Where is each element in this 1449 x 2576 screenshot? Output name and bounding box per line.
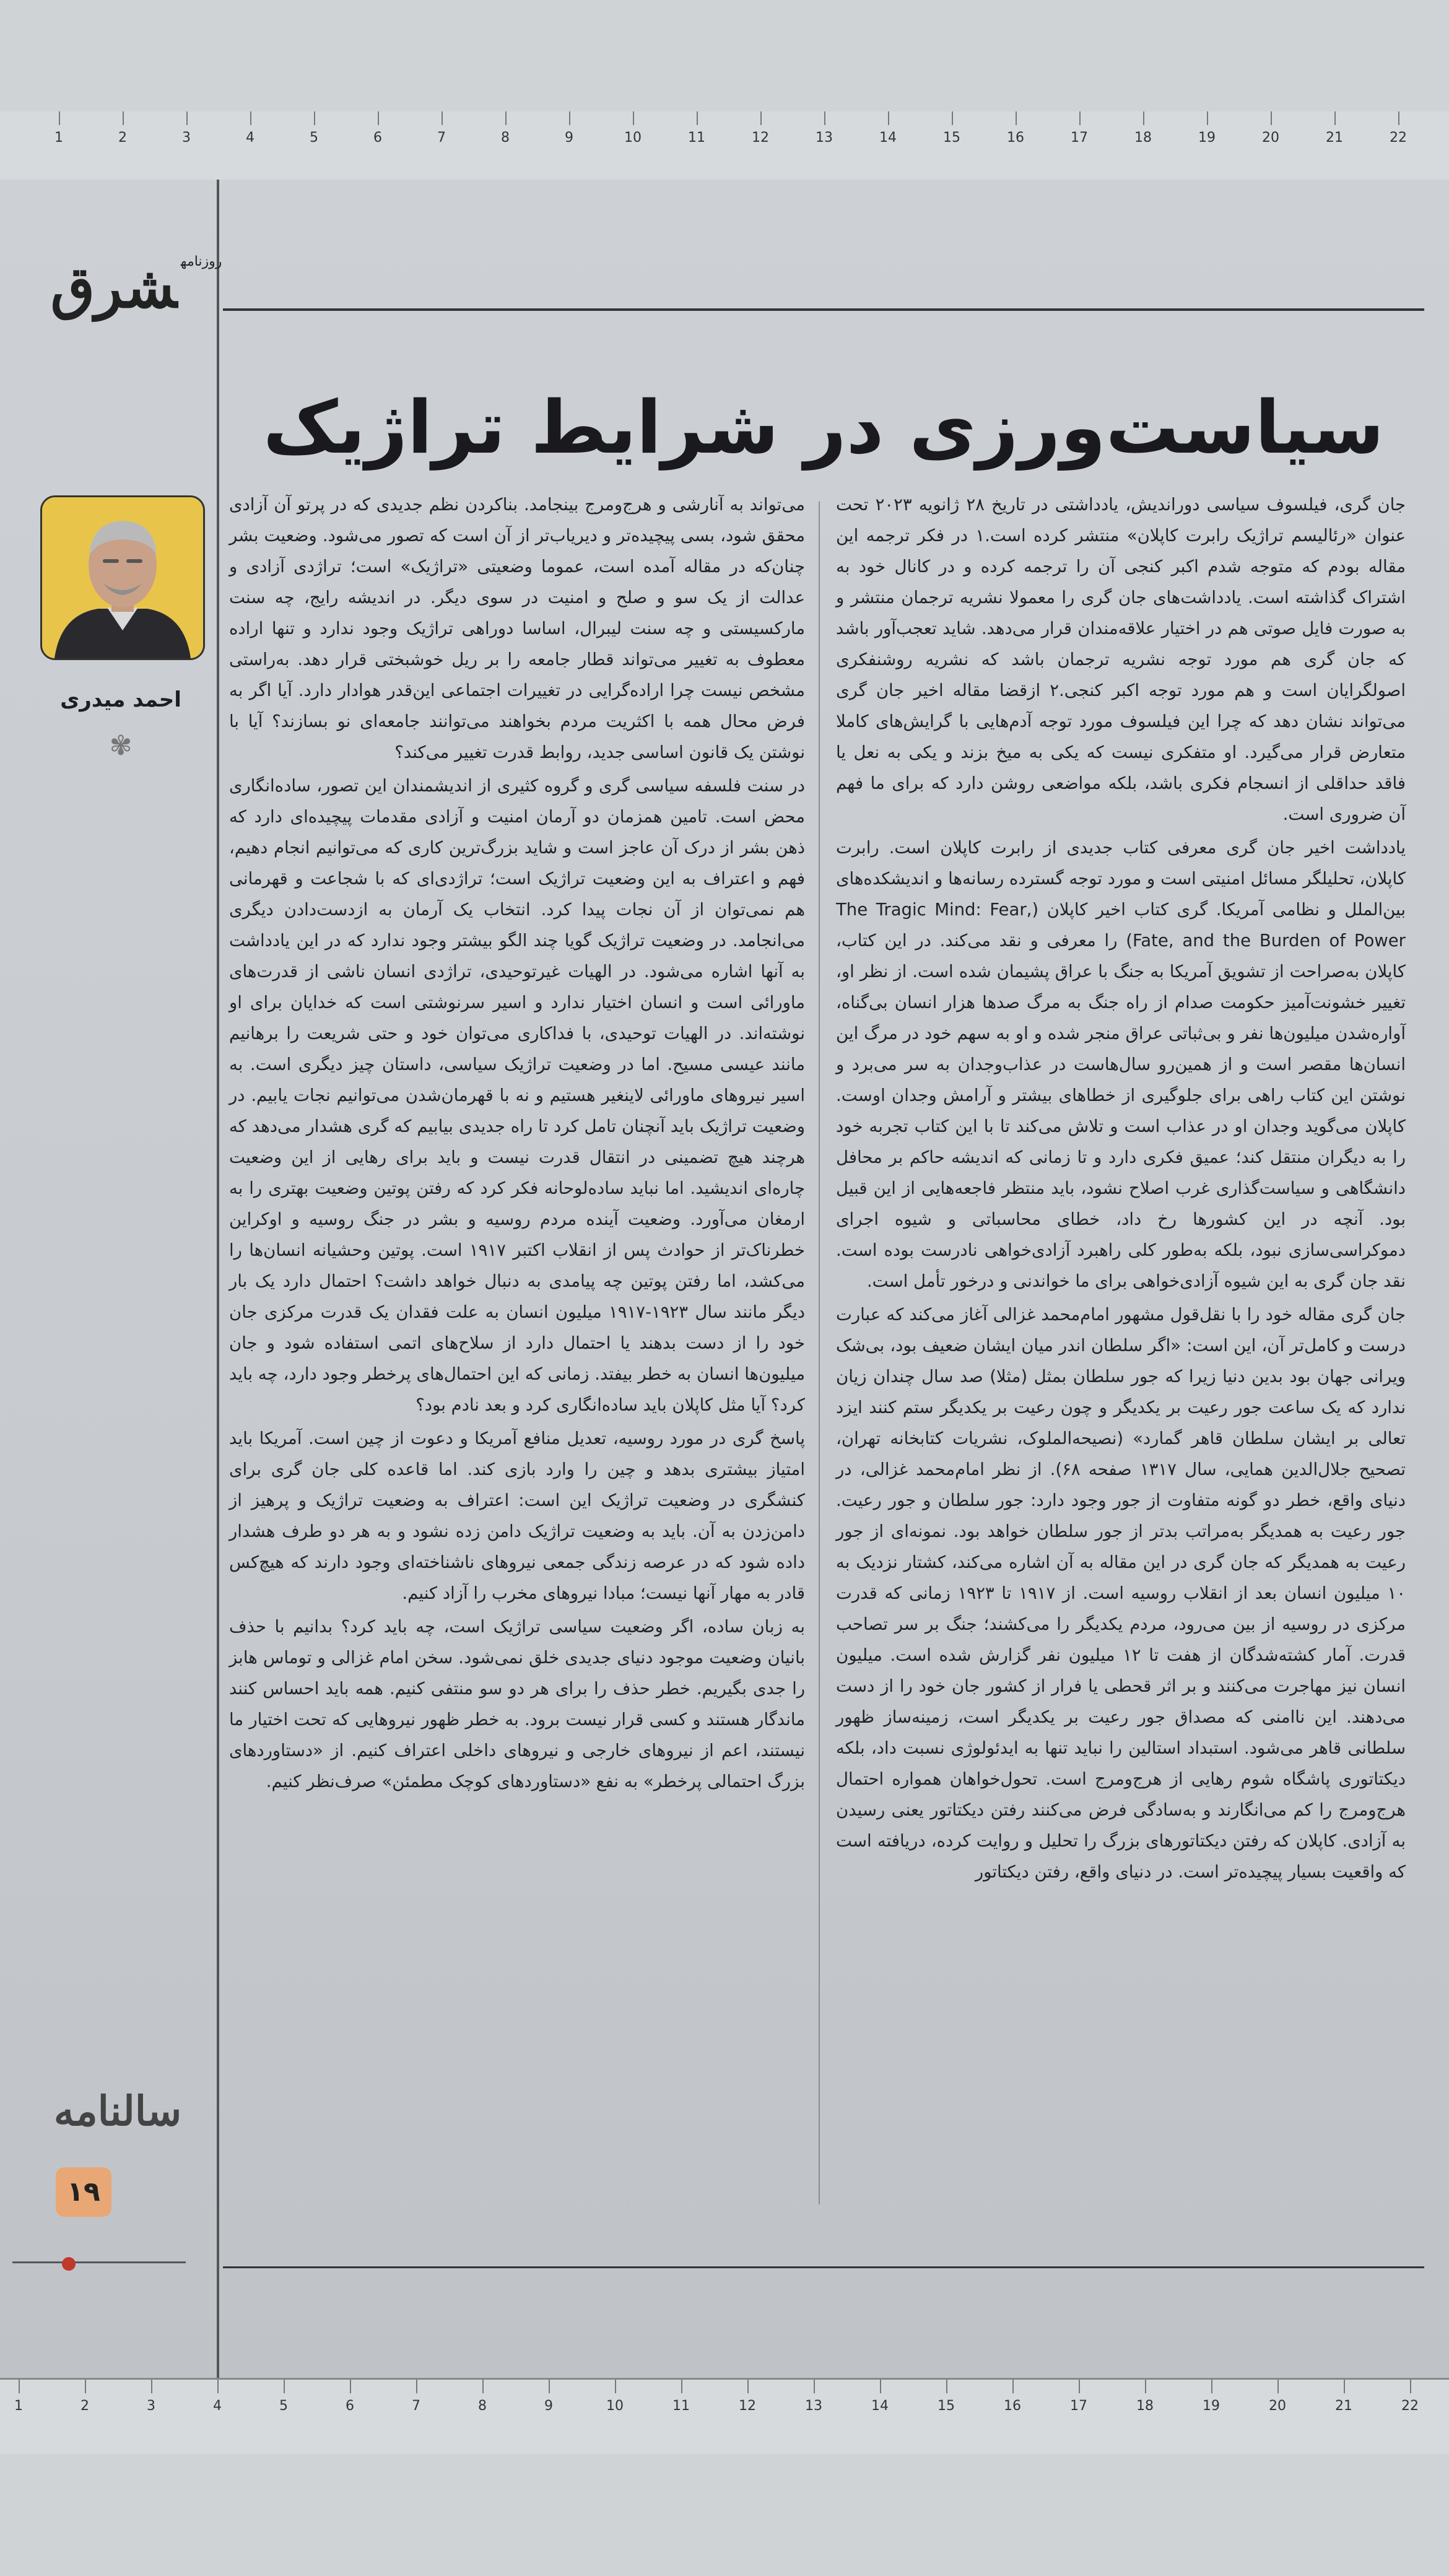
ruler-tick: [350, 2380, 351, 2393]
ruler-number: 9: [565, 130, 573, 146]
article-headline: سیاست‌ورزی در شرایط تراژیک: [263, 385, 1385, 470]
ruler-number: 10: [624, 130, 642, 146]
ruler-tick: [1271, 111, 1272, 125]
ruler-number: 5: [279, 2398, 288, 2414]
header-rule: [223, 308, 1424, 311]
ruler-tick: [681, 2380, 682, 2393]
ruler-number: 17: [1071, 130, 1088, 146]
ruler-number: 14: [871, 2398, 889, 2414]
ruler-tick: [250, 111, 251, 125]
ruler-number: 21: [1335, 2398, 1352, 2414]
ruler-number: 7: [437, 130, 446, 146]
author-photo: [40, 495, 205, 660]
masthead-name: شرق: [50, 254, 177, 321]
ruler-number: 8: [501, 130, 510, 146]
article-paragraph: جان گری مقاله خود را با نقل‌قول مشهور امام‌محمد غزالی آغاز می‌کند که عبارت درست و کامل‌تر آن، این است: «اگر سلطان اندر میان ایشان ضعیف بود، بی‌شک ویرانی جهان بود بدین دنیا زیرا که جور سلطان بمثل (مثلا) صد سال چندان زیان ندارد که یک ساعت جور رعیت بر یکدیگر و چون رعیت بر یکدیگر ستم کنند ایزد تعالی بر ایشان سلطان قاهر گمارد» (نصیحه‌الملوک، نشریات کتابخانه تهران، تصحیح جلال‌الدین همایی، سال ۱۳۱۷ صفحه ۶۸). از نظر امام‌محمد غزالی، در دنیای واقع، خطر دو گونه متفاوت از جور وجود دارد: جور سلطان و جور رعیت. جور رعیت به همدیگر به‌مراتب بدتر از جور سلطان خواهد بود. نمونه‌ای از جور رعیت به همدیگر که جان گری در این مقاله به آن اشاره می‌کند، کشتار نزدیک به ۱۰ میلیون انسان بعد از انقلاب روسیه است. از ۱۹۱۷ تا ۱۹۲۳ زمانی که قدرت مرکزی در روسیه از بین می‌رود، مردم یکدیگر را می‌کشند؛ جنگ بر سر تصاحب قدرت. آمار کشته‌شدگان از هفت تا ۱۲ میلیون نفر گزارش شده است. میلیون انسان نیز مهاجرت می‌کنند و بر اثر قحطی یا فرار از کشور جان خود را از دست می‌دهند. این ناامنی که مصداق جور رعیت بر یکدیگر است، زمینه‌ساز ظهور سلطانی قاهر می‌شود. استبداد استالین را نباید تنها به ایدئولوژی نسبت داد، بلکه دیکتاتوری پاشگاه شوم رهایی از هرج‌ومرج است. تحول‌خواهان همواره احتمال هرج‌ومرج را کم می‌انگارند و به‌سادگی فرض می‌کنند رفتن دیکتاتور یعنی رسیدن به آزادی. کاپلان که رفتن دیکتاتورهای بزرگ را تحلیل و روایت کرده، دریافته است که واقعیت بسیار پیچیده‌تر است. در دنیای واقع، رفتن دیکتاتور: [836, 1305, 1406, 1882]
ruler-tick: [1016, 111, 1017, 125]
article-paragraph: می‌تواند به آنارشی و هرج‌ومرج بینجامد. بناکردن نظم جدیدی که در پرتو آن آزادی محقق شود، بسی پیچیده‌تر و دیریاب‌تر از آن است که تصور می‌شود. وضعیت بشر چنان‌که در مقاله آمده است، عموما وضعیتی «تراژیک» است؛ تراژدی آزادی و عدالت از یک سو و صلح و امنیت در سوی دیگر. در اندیشه رایج، چه سنت مارکسیستی و چه سنت لیبرال، اساسا دوراهی تراژیک وجود ندارد و تنها اراده معطوف به تغییر می‌تواند قطار جامعه را بر ریل خوشبختی قرار دهد. به‌راستی مشخص نیست چرا اراده‌گرایی در تغییرات اجتماعی این‌قدر هوادار دارد. آیا اگر به فرض محال همه با اکثریت مردم بخواهند می‌توانند جامعه‌ای نو بسازند؟ آیا با نوشتن یک قانون اساسی جدید، روابط قدرت تغییر می‌کند؟: [229, 495, 805, 762]
article-column-left: [229, 489, 805, 1799]
article-paragraph: در سنت فلسفه سیاسی گری و گروه کثیری از اندیشمندان این تصور، ساده‌انگاری محض است. تامین همزمان دو آرمان امنیت و آزادی مقدمات پیچیده‌ای دارد که ذهن بشر از درک آن عاجز است و شاید بزرگ‌ترین کاری که می‌توانیم انجام دهیم، فهم و اعتراف به این وضعیت تراژیک است؛ تراژدی‌ای که با شجاعت و قهرمانی هم نمی‌توان از آن نجات پیدا کرد. انتخاب یک آرمان به ازدست‌دادن دیگری می‌انجامد. در وضعیت تراژیک گویا چند الگو بیشتر وجود ندارد که در این یادداشت به آنها اشاره می‌شود. در الهیات غیرتوحیدی، تراژدی انسان ناشی از قدرت‌های ماورائی است و انسان اختیار ندارد و اسیر سرنوشتی است که خدایان برای او نوشته‌اند. در الهیات توحیدی، با فداکاری می‌توان خود و حتی شریعت را برهانیم مانند عیسی مسیح. اما در وضعیت تراژیک سیاسی، داستان چیز دیگری است. به اسیر نیروهای ماورائی لاینغیر هستیم و نه با قهرمان‌شدن می‌توانیم نجات یابیم. در وضعیت تراژیک باید آنچنان تامل کرد تا راه جدیدی بیابیم که گری هشدار می‌دهد که هرچند هیچ تضمینی در انتقال قدرت نیست و باید برای رهایی از این وضعیت چاره‌ای اندیشید. اما نباید ساده‌لوحانه فکر کرد که رفتن پوتین وضعیت بهتری را به ارمغان می‌آورد. وضعیت آینده مردم روسیه و بشر در جنگ روسیه و اوکراین خطرناک‌تر از حوادث پس از انقلاب اکتبر ۱۹۱۷ است. پوتین وحشیانه انسان‌ها را می‌کشد، اما رفتن پوتین چه پیامدی به دنبال خواهد داشت؟ احتمال دارد یک بار دیگر مانند سال ۱۹۲۳-۱۹۱۷ میلیون انسان به علت فقدان یک قدرت مرکزی جان خود را از دست بدهند یا احتمال دارد از سلاح‌های اتمی استفاده شود و جان میلیون‌ها انسان به خطر بیفتد. زمانی که این احتمال‌های پرخطر وجود دارد، چه باید کرد؟ آیا مثل کاپلان باید ساده‌انگاری کرد و بعد نادم بود؟: [229, 776, 805, 1415]
ruler-tick: [952, 111, 953, 125]
ruler-number: 17: [1070, 2398, 1087, 2414]
ruler-tick: [505, 111, 507, 125]
ruler-tick: [123, 111, 124, 125]
ruler-tick: [880, 2380, 881, 2393]
ruler-tick: [946, 2380, 947, 2393]
ruler-tick: [416, 2380, 417, 2393]
ruler-number: 11: [688, 130, 705, 146]
article-paragraph: جان گری، فیلسوف سیاسی دوراندیش، یادداشتی در تاریخ ۲۸ ژانویه ۲۰۲۳ تحت عنوان «رئالیسم تراژیک رابرت کاپلان» منتشر کرده است.۱ در فکر ترجمه این مقاله بودم که متوجه شدم اکبر کنجی آن را ترجمه کرده و در کانال خود به اشتراک گذاشته است. یادداشت‌های جان گری را معمولا نشریه ترجمان منتشر و به صورت فایل صوتی هم در اختیار علاقه‌مندان قرار می‌دهد. شاید تعجب‌آور باشد که جان گری هم مورد توجه نشریه ترجمان باشد که نشریه روشنفکری اصولگرایان است و هم مورد توجه اکبر کنجی.۲ ازقضا مقاله اخیر جان گری می‌تواند نشان دهد که چرا این فیلسوف مورد توجه آدم‌هایی با گرایش‌های کاملا متعارض قرار می‌گیرد. او متفکری نیست که یکی به میخ بزند و یکی به نعل یا فاقد حداقلی از انسجام فکری باشد، بلکه مواضعی روشن دارد که برای ما فهم آن ضروری است.: [836, 495, 1406, 824]
ruler-number: 20: [1262, 130, 1279, 146]
ruler-tick: [1143, 111, 1144, 125]
newspaper-page: [0, 180, 1449, 2378]
ruler-tick: [633, 111, 634, 125]
ruler-number: 13: [816, 130, 833, 146]
ruler-number: 4: [213, 2398, 222, 2414]
ruler-number: 7: [412, 2398, 420, 2414]
ruler-tick: [697, 111, 698, 125]
ruler-number: 15: [943, 130, 960, 146]
column-divider: [819, 502, 820, 2204]
ruler-tick: [760, 111, 762, 125]
ruler-tick: [814, 2380, 815, 2393]
ruler-number: 11: [672, 2398, 690, 2414]
ruler-tick: [442, 111, 443, 125]
ruler-tick: [378, 111, 379, 125]
ruler-tick: [186, 111, 188, 125]
ruler-tick: [1079, 2380, 1080, 2393]
section-logo: سالنامه: [53, 2087, 182, 2135]
ruler-number: 18: [1136, 2398, 1154, 2414]
ruler-tick: [1207, 111, 1208, 125]
ruler-tick: [824, 111, 825, 125]
ruler-number: 8: [478, 2398, 487, 2414]
ruler-tick: [217, 2380, 219, 2393]
author-name: احمد میدری: [60, 687, 181, 712]
ruler-number: 2: [80, 2398, 89, 2414]
ruler-number: 4: [246, 130, 255, 146]
ruler-number: 3: [182, 130, 191, 146]
ruler-number: 15: [938, 2398, 955, 2414]
ruler-tick: [1398, 111, 1399, 125]
ruler-tick: [314, 111, 315, 125]
ruler-number: 21: [1326, 130, 1343, 146]
ruler-tick: [569, 111, 570, 125]
ruler-tick: [549, 2380, 550, 2393]
ruler-tick: [747, 2380, 749, 2393]
masthead-logo: [43, 254, 229, 322]
ruler-number: 6: [373, 130, 382, 146]
author-ornament-icon: ✾: [109, 730, 133, 762]
masthead-prefix: روزنامه: [180, 254, 222, 269]
page-number-badge: ۱۹: [56, 2167, 111, 2217]
ruler-number: 2: [118, 130, 127, 146]
ruler-number: 16: [1007, 130, 1024, 146]
top-ruler: [0, 111, 1449, 181]
ruler-tick: [284, 2380, 285, 2393]
sidebar: [19, 180, 222, 2378]
ruler-number: 3: [147, 2398, 155, 2414]
ruler-number: 20: [1269, 2398, 1286, 2414]
ruler-number: 22: [1401, 2398, 1419, 2414]
ruler-number: 18: [1134, 130, 1152, 146]
author-portrait-icon: [42, 497, 203, 658]
ruler-tick: [482, 2380, 484, 2393]
ruler-tick: [151, 2380, 152, 2393]
ruler-number: 22: [1390, 130, 1407, 146]
ruler-number: 6: [346, 2398, 354, 2414]
ruler-number: 1: [54, 130, 63, 146]
article-paragraph: پاسخ گری در مورد روسیه، تعدیل منافع آمریکا و دعوت از چین است. آمریکا باید امتیاز بیشتری بدهد و چین را وارد بازی کند. اما قاعده کلی جان گری برای کنشگری در وضعیت تراژیک این است: اعتراف به وضعیت تراژیک و پرهیز از دامن‌زدن به آن. باید به وضعیت تراژیک دامن زده نشود و به هر دو طرف هشدار داده شود که در عرصه زندگی جمعی نیروهای ناشناخته‌ای وجود دارند که هیچ‌کس قادر به مهار آنها نیست؛ مبادا نیروهای مخرب را آزاد کنیم.: [229, 1429, 805, 1603]
ruler-tick: [85, 2380, 86, 2393]
ruler-tick: [888, 111, 889, 125]
footer-rule: [223, 2266, 1424, 2268]
ruler-tick: [1079, 111, 1081, 125]
ruler-number: 14: [879, 130, 897, 146]
ruler-number: 9: [544, 2398, 553, 2414]
ruler-number: 10: [606, 2398, 624, 2414]
bottom-ruler: [0, 2378, 1449, 2454]
ruler-tick: [1145, 2380, 1146, 2393]
ruler-number: 1: [14, 2398, 23, 2414]
ruler-number: 5: [310, 130, 318, 146]
sidebar-footer-rule: [12, 2261, 186, 2263]
article-paragraph: یادداشت اخیر جان گری معرفی کتاب جدیدی از رابرت کاپلان است. رابرت کاپلان، تحلیلگر مسائل امنیتی است و مورد توجه گسترده رسانه‌ها و اندیشکده‌های بین‌الملل و نظامی آمریکا. گری کتاب اخیر کاپلان (The Tragic Mind: Fear, Fate, and the Burden of Power) را معرفی و نقد می‌کند. در این کتاب، کاپلان به‌صراحت از تشویق آمریکا به جنگ با عراق پشیمان شده است. از نظر او، تغییر خشونت‌آمیز حکومت صدام از راه جنگ به مرگ صدها هزار انسان بی‌گناه، آواره‌شدن میلیون‌ها نفر و بی‌ثباتی عراق منجر شده و او به سهم خود در مرگ این انسان‌ها مقصر است و از همین‌رو سال‌هاست در عذاب‌وجدان به سر می‌برد و نوشتن این کتاب راهی برای جلوگیری از خطاهای بیشتر و آرامش وجدان اوست. کاپلان می‌گوید وجدان او در عذاب است و تلاش می‌کند تا با این کتاب تجربه خود را به دیگران منتقل کند؛ عمیق فکری دارد و تا زمانی که اندیشه حاکم بر محافل دانشگاهی و سیاست‌گذاری غرب اصلاح نشود، باید منتظر فاجعه‌هایی از این قبیل بود. آنچه در این کشورها رخ داد، خطای محاسباتی و شیوه اجرای دموکراسی‌سازی نبود، بلکه به‌طور کلی راهبرد آزادی‌خواهی نادرست بوده است. نقد جان گری به این شیوه آزادی‌خواهی برای ما خواندنی و درخور تأمل است.: [836, 838, 1406, 1291]
ruler-number: 19: [1203, 2398, 1220, 2414]
ruler-tick: [1012, 2380, 1014, 2393]
ruler-tick: [1334, 111, 1336, 125]
ruler-tick: [59, 111, 60, 125]
ruler-number: 12: [752, 130, 769, 146]
article-paragraph: به زبان ساده، اگر وضعیت سیاسی تراژیک است، چه باید کرد؟ بدانیم با حذف بانیان وضعیت موجود دنیای جدیدی خلق نمی‌شود. سخن امام غزالی و توماس هابز را جدی بگیریم. خطر حذف را برای هر دو سو منتفی کنیم. همه باید احساس کنند ماندگار هستند و کسی قرار نیست برود. به خطر ظهور نیروهایی که تحت اختیار ما نیستند، اعم از نیروهای خارجی و نیروهای داخلی اعتراف کنیم. از «دستاوردهای بزرگ احتمالی پرخطر» به نفع «دستاوردهای کوچک مطمئن» صرف‌نظر کنیم.: [229, 1617, 805, 1791]
footer-dot-icon: [62, 2257, 76, 2271]
ruler-tick: [19, 2380, 20, 2393]
ruler-tick: [1277, 2380, 1279, 2393]
ruler-number: 12: [739, 2398, 756, 2414]
ruler-number: 16: [1004, 2398, 1021, 2414]
ruler-number: 13: [805, 2398, 822, 2414]
ruler-tick: [1344, 2380, 1345, 2393]
ruler-tick: [615, 2380, 616, 2393]
ruler-tick: [1211, 2380, 1212, 2393]
article-column-right: [836, 489, 1406, 1890]
ruler-tick: [1410, 2380, 1411, 2393]
ruler-number: 19: [1198, 130, 1216, 146]
